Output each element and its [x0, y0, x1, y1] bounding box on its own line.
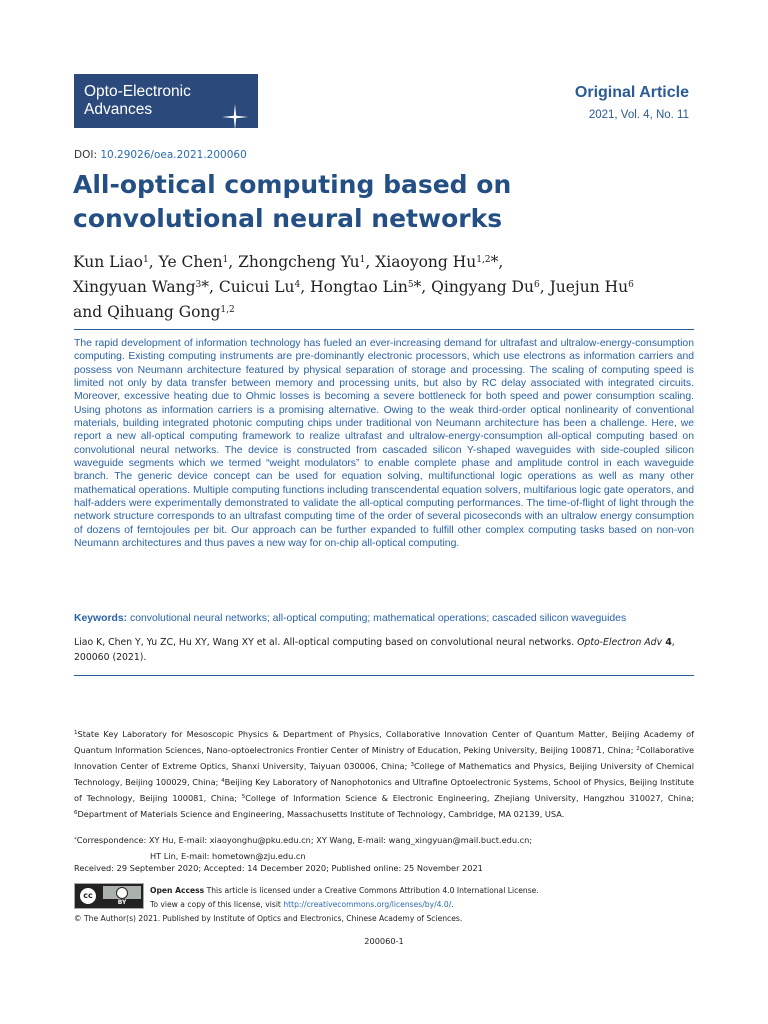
- author: and Qihuang Gong$^{1,2}$: [73, 303, 235, 321]
- author: Qingyang Du$^6$,: [431, 278, 550, 296]
- author: Xiaoyong Hu$^{1,2}$*,: [375, 253, 504, 271]
- correspondence-line1: *Correspondence: XY Hu, E-mail: xiaoyonghu@pku.edu.cn; XY Wang, E-mail: wang_xingyuan@mail.buct.edu.cn;: [74, 835, 533, 845]
- article-type: Original Article: [574, 84, 689, 101]
- license-link[interactable]: http://creativecommons.org/licenses/by/4.0/: [283, 899, 452, 909]
- copyright: © The Author(s) 2021. Published by Institute of Optics and Electronics, Chinese Academy of Sciences.: [74, 914, 463, 923]
- license-text: Open Access This article is licensed under a Creative Commons Attribution 4.0 International License. To view a copy of this license, visit http://creativecommons.org/licenses/by/4.0/.: [150, 886, 539, 909]
- divider-bottom: [74, 675, 694, 676]
- doi-link[interactable]: 10.29026/oea.2021.200060: [100, 149, 247, 161]
- correspondence-line2: HT Lin, E-mail: hometown@zju.edu.cn: [150, 850, 306, 861]
- citation-journal: Opto-Electron Adv: [577, 637, 663, 648]
- author: Juejun Hu$^6$: [549, 278, 634, 296]
- affiliations: [74, 726, 694, 823]
- abstract: The rapid development of information technology has fueled an ever-increasing demand for ultrafast and ultralow-energy-consumption computing. Existing computing instruments are pre-dominantly electronic processors, which use electrons as information carriers and possess von Neumann architecture featured by physical separation of storage and processing. The scaling of computing speed is limited not only by data transfer between memory and processing units, but also by RC delay associated with integrated circuits. Moreover, excessive heating due to Ohmic losses is becoming a severe bottleneck for both speed and power consumption scaling. Using photons as information carriers is a promising alternative. Owing to the weak third-order optical nonlinearity of conventional materials, building integrated photonic computing chips under traditional von Neumann architecture has been a challenge. Here, we report a new all-optical computing framework to realize ultrafast and ultralow-energy-consumption all-optical computing based on convolutional neural networks. The device is constructed from cascaded silicon Y-shaped waveguides with side-coupled silicon waveguide segments which we termed “weight modulators” to enable complete phase and amplitude control in each waveguide branch. The generic device concept can be used for equation solving, multifunctional logic operations as well as many other mathematical operations. Multiple computing functions including transcendental equation solvers, multifarious logic gate operators, and half-adders were experimentally demonstrated to validate the all-optical computing performances. The time-of-flight of light through the network structure corresponds to an ultrafast computing time of the order of several picoseconds with an ultralow energy consumption of dozens of femtojoules per bit. Our approach can be further expanded to fulfill other complex computing tasks based on non-von Neumann architectures and thus paves a new way for on-chip all-optical computing.: [74, 338, 694, 550]
- author: Kun Liao$^1$,: [73, 253, 159, 271]
- open-access-label: Open Access: [150, 886, 205, 895]
- keywords-label: Keywords:: [74, 613, 128, 624]
- keywords-text: convolutional neural networks; all-optical computing; mathematical operations; cascaded silicon waveguides: [130, 613, 627, 624]
- cc-by-badge-icon[interactable]: [74, 883, 144, 909]
- person-icon: [116, 887, 128, 899]
- divider-top: [74, 329, 694, 330]
- affiliation: $^6$Department of Materials Science and Engineering, Massachusetts Institute of Technology, Cambridge, MA 02139, USA.: [74, 809, 565, 820]
- affiliation: $^2$Collaborative Innovation Center of Extreme Optics, Shanxi University, Taiyuan 030006, China;: [74, 745, 694, 772]
- author: Zhongcheng Yu$^1$,: [238, 253, 376, 271]
- affiliation: $^4$Beijing Key Laboratory of Nanophotonics and Ultrafine Optoelectronic Systems, School of Physics, Beijing Institute of Technology, Beijing 100081, China;: [74, 777, 695, 804]
- citation: Liao K, Chen Y, Yu ZC, Hu XY, Wang XY et al. All-optical computing based on convolutional neural networks. Opto-Electron Adv 4, 200060 (2021).: [74, 637, 675, 663]
- sparkle-icon: [222, 104, 248, 130]
- keywords: [74, 613, 694, 624]
- author: Xingyuan Wang$^3$*,: [73, 278, 219, 296]
- doi-label: DOI:: [74, 149, 101, 161]
- doi-line: [74, 149, 247, 161]
- author: Hongtao Lin$^5$*,: [310, 278, 432, 296]
- journal-name-line2: Advances: [84, 101, 153, 118]
- correspondence: [74, 833, 694, 864]
- author: Cuicui Lu$^4$,: [218, 278, 311, 296]
- received-dates: Received: 29 September 2020; Accepted: 14 December 2020; Published online: 25 November 2021: [74, 863, 483, 873]
- volume-issue: 2021, Vol. 4, No. 11: [588, 109, 689, 121]
- journal-logo: [74, 74, 258, 128]
- author: Ye Chen$^1$,: [158, 253, 239, 271]
- by-label: BY: [103, 899, 141, 907]
- journal-name-line1: Opto-Electronic: [84, 83, 191, 100]
- affiliation: $^5$College of Information Science & Electronic Engineering, Zhejiang University, Hangzhou 310027, China;: [241, 793, 694, 804]
- citation-volume: 4: [662, 637, 672, 648]
- affiliation: $^1$State Key Laboratory for Mesoscopic Physics & Department of Physics, Collaborative Innovation Center of Quantum Matter, Beijing Academy of Quantum Information Sciences, Nano-optoelectronics Frontier Center of Ministry of Education, Peking University, Beijing 100871, China;: [74, 729, 694, 756]
- paper-title: All-optical computing based on convolutional neural networks: [73, 170, 512, 233]
- author-list: [73, 250, 713, 325]
- affiliation: $^3$College of Mathematics and Physics, Beijing University of Chemical Technology, Beijing 100029, China;: [74, 761, 694, 788]
- cc-icon: cc: [78, 886, 98, 906]
- page-number: 200060-1: [364, 936, 404, 946]
